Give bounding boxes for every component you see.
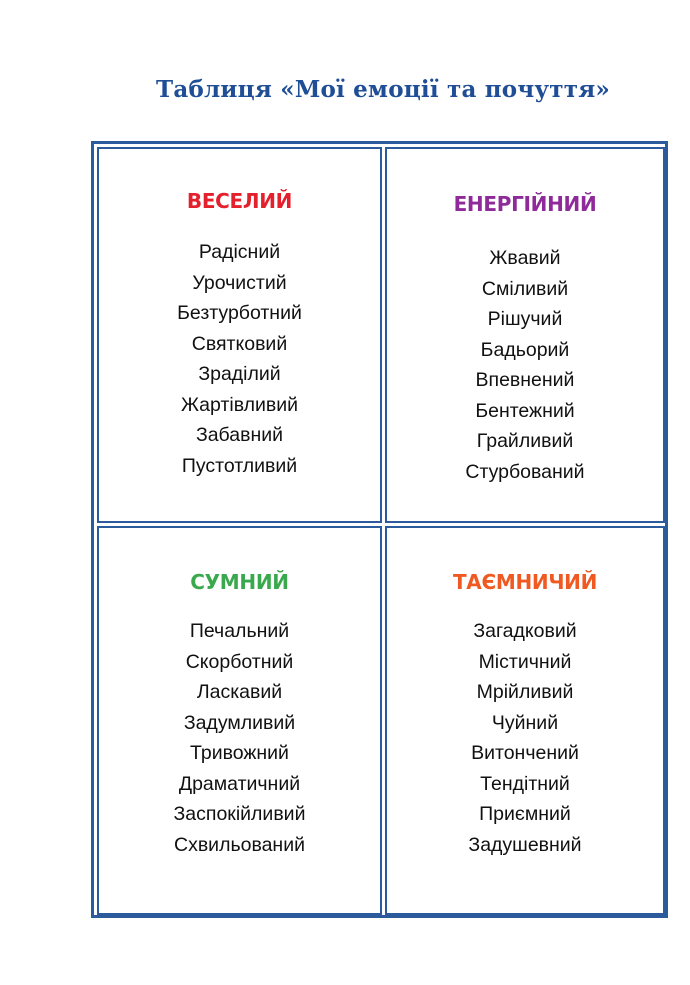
emotion-word: Приємний (479, 803, 571, 825)
emotion-word: Загадковий (473, 620, 577, 642)
emotion-word: Святковий (191, 332, 288, 355)
emotion-word: Сміливий (481, 277, 569, 300)
emotion-word: Тривожний (190, 742, 289, 764)
emotion-word: Скорботний (185, 650, 294, 673)
emotion-word: Задумливий (183, 711, 296, 734)
emotion-word: Заспокійливий (173, 803, 306, 825)
emotion-word: Пустотливий (181, 454, 298, 477)
word-list (387, 243, 663, 487)
emotion-word: Бадьорий (480, 338, 570, 361)
emotion-word: Драматичний (178, 772, 301, 795)
section-heading: ТАЄМНИЧИЙ (452, 570, 598, 594)
emotion-word: Ласкавий (196, 681, 283, 703)
page-title: Таблиця «Мої емоції та почуття» (156, 76, 610, 103)
emotion-word: Жвавий (489, 247, 561, 269)
emotion-word: Рішучий (487, 308, 563, 330)
emotion-word: Чуйний (491, 711, 559, 734)
emotion-word: Урочистий (192, 271, 287, 294)
section-heading: ЕНЕРГІЙНИЙ (453, 192, 597, 216)
emotion-word: Стурбований (465, 460, 585, 483)
emotion-word: Зраділий (198, 363, 281, 385)
emotion-word: Грайливий (476, 430, 574, 452)
cell-sad (97, 526, 382, 915)
emotion-word: Печальний (189, 620, 290, 642)
emotion-word: Бентежний (475, 399, 575, 422)
word-list (99, 237, 380, 481)
emotion-word: Містичний (478, 650, 572, 673)
emotion-word: Впевнений (475, 369, 575, 391)
emotion-word: Радісний (198, 241, 281, 263)
emotion-word: Забавний (195, 424, 284, 446)
emotion-word: Витончений (471, 742, 579, 764)
word-list (99, 616, 380, 860)
cell-energetic (385, 147, 665, 523)
emotion-word: Схвильований (173, 833, 305, 856)
cell-mysterious (385, 526, 665, 915)
word-list (387, 616, 663, 860)
emotion-word: Задушевний (468, 833, 582, 856)
emotion-word: Мрійливий (476, 681, 574, 703)
cell-cheerful (97, 147, 382, 523)
emotion-word: Безтурботний (177, 302, 302, 324)
section-heading: СУМНИЙ (190, 570, 289, 594)
section-heading: ВЕСЕЛИЙ (186, 189, 293, 213)
emotions-table (91, 141, 668, 918)
emotion-word: Жартівливий (180, 393, 299, 416)
emotion-word: Тендітний (480, 772, 570, 795)
